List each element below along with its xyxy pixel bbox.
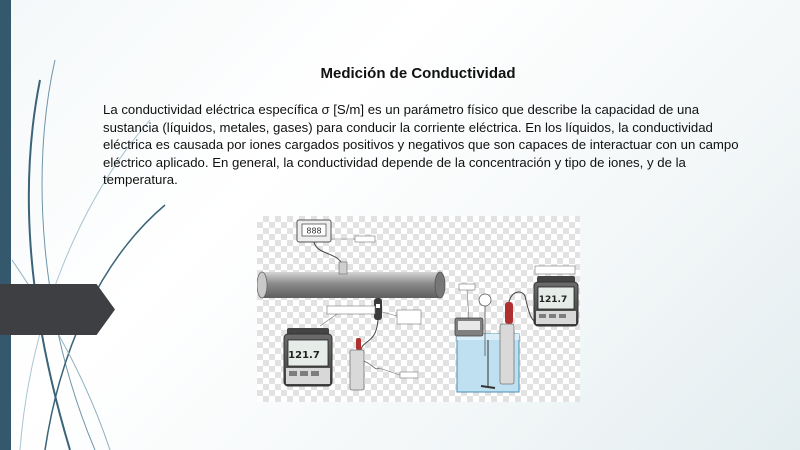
- red-electrode: [350, 338, 418, 390]
- conductivity-diagram: [257, 216, 580, 402]
- right-meter-reading: 121.7: [538, 295, 568, 305]
- arrow-tab-shape: [0, 284, 115, 335]
- slide-paragraph: La conductividad eléctrica específica σ [S/m] es un parámetro físico que describe la capacidad de una sustancia (líquidos, metales, gases) para conducir la corriente eléctrica. En los líquidos, la conductividad eléctrica es causada por iones cargados positivos y negativos que son capaces de interactuar con un campo eléctrico aplicado. En general, la conductividad depende de la concentración y tipo de iones, y de la temperatura.: [103, 102, 739, 188]
- left-meter-reading: 121.7: [288, 350, 320, 361]
- right-conductivity-meter: [534, 266, 578, 326]
- top-display-digits: 888: [306, 226, 322, 236]
- top-display-unit: [297, 220, 375, 268]
- pipe: [257, 262, 445, 298]
- slide-title: Medición de Conductividad: [320, 65, 516, 82]
